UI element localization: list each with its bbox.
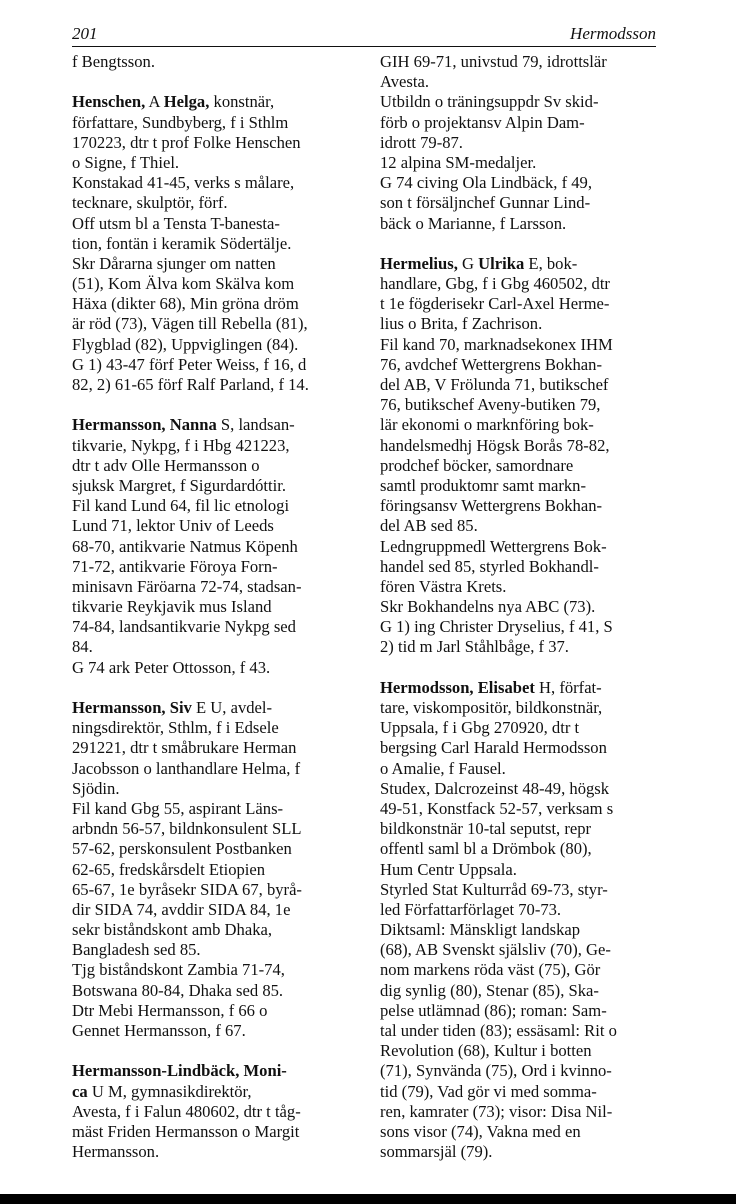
headword-name: Hermansson-Lindbäck, Moni-	[72, 1061, 287, 1081]
entry-line: ren, kamrater (73); visor: Disa Nil-	[380, 1101, 613, 1121]
entry-line: handelsmedhj Högsk Borås 78-82,	[380, 435, 610, 455]
entry-line: nom markens röda väst (75), Gör	[380, 960, 601, 980]
dictionary-entry	[72, 1061, 364, 1162]
continuation-line: GIH 69-71, univstud 79, idrottslär	[380, 52, 607, 71]
headword-name: Hermansson, Nanna	[72, 415, 217, 435]
entry-line: föringsansv Wettergrens Bokhan-	[380, 496, 603, 516]
entry-line: Botswana 80-84, Dhaka sed 85.	[72, 980, 284, 1000]
entry-line: Styrled Stat Kulturråd 69-73, styr-	[380, 879, 608, 899]
entry-line: offentl saml bl a Drömbok (80),	[380, 839, 592, 859]
continuation-line: idrott 79-87.	[380, 132, 463, 152]
entry-line: tecknare, skulptör, förf.	[72, 193, 228, 213]
entry-line: G 1) 43-47 förf Peter Weiss, f 16, d	[72, 354, 307, 374]
entry-line: pelse utlämnad (86); roman: Sam-	[380, 1000, 607, 1020]
entry-line: sons visor (74), Vakna med en	[380, 1121, 581, 1141]
dictionary-entry	[380, 678, 672, 1163]
entry-line: 76, avdchef Wettergrens Bokhan-	[380, 354, 602, 374]
entry-line: tal under tiden (83); essäsaml: Rit o	[380, 1021, 617, 1040]
entry-line: 49-51, Konstfack 52-57, verksam s	[380, 798, 614, 818]
entry-line: 76, butikschef Aveny-butiken 79,	[380, 395, 601, 415]
entry-line: Off utsm bl a Tensta T-banesta-	[72, 213, 280, 233]
headword-rest: konstnär,	[209, 92, 275, 112]
entry-line: Bangladesh sed 85.	[72, 940, 201, 960]
entry-line: Uppsala, f i Gbg 270920, dtr t	[380, 718, 580, 738]
entry-line: 65-67, 1e byråsekr SIDA 67, byrå-	[72, 879, 302, 899]
entry-line: Fil kand Gbg 55, aspirant Läns-	[72, 798, 284, 818]
running-head: Hermodsson	[570, 24, 656, 43]
entry-line: dtr t adv Olle Hermansson o	[72, 455, 260, 475]
headword-rest: G	[457, 253, 479, 273]
headword-line	[72, 1082, 364, 1102]
headword-rest: S, landsan-	[216, 415, 295, 435]
entry-line: bildkonstnär 10-tal seputst, repr	[380, 819, 592, 839]
headword-line	[380, 678, 672, 698]
continuation-line: f Bengtsson.	[72, 52, 155, 71]
entry-gap	[72, 395, 364, 415]
page-number: 201	[72, 24, 98, 43]
entry-line: sekr biståndskont amb Dhaka,	[72, 920, 273, 940]
headword-line	[380, 254, 672, 274]
entry-line: tikvarie, Nykpg, f i Hbg 421223,	[72, 435, 290, 455]
continuation-line: förb o projektansv Alpin Dam-	[380, 112, 585, 132]
headword-name: ca	[72, 1081, 88, 1101]
headword-name: Ulrika	[478, 253, 525, 273]
entry-line: Skr Dårarna sjunger om natten	[72, 253, 276, 273]
entry-line: Lund 71, lektor Univ of Leeds	[72, 516, 274, 536]
continuation-line: Avesta.	[380, 72, 429, 92]
headword-line	[72, 92, 364, 112]
entry-line: Gennet Hermansson, f 67.	[72, 1021, 246, 1040]
page-header	[72, 20, 656, 47]
entry-line: del AB sed 85.	[380, 516, 478, 536]
entry-line: 68-70, antikvarie Natmus Köpenh	[72, 536, 298, 556]
headword-rest: A	[145, 92, 164, 112]
headword-name: Hermansson, Siv	[72, 698, 192, 717]
entry-line: tare, viskompositör, bildkonstnär,	[380, 698, 603, 717]
entry-line: minisavn Färöarna 72-74, stadsan-	[72, 576, 302, 596]
entry-line: Häxa (dikter 68), Min gröna dröm	[72, 294, 299, 314]
entry-line: G 74 ark Peter Ottosson, f 43.	[72, 657, 271, 677]
entry-line: 82, 2) 61-65 förf Ralf Parland, f 14.	[72, 375, 309, 394]
entry-line: Avesta, f i Falun 480602, dtr t tåg-	[72, 1101, 301, 1121]
entry-line: prodchef böcker, samordnare	[380, 455, 574, 475]
entry-line: arbndn 56-57, bildnkonsulent SLL	[72, 819, 302, 839]
headword-rest: H, förfat-	[534, 677, 602, 697]
entry-line: Fil kand 70, marknadsekonex IHM	[380, 334, 613, 354]
headword-rest: U M, gymnasikdirektör,	[87, 1081, 252, 1101]
entry-line: Revolution (68), Kultur i botten	[380, 1041, 592, 1061]
entry-line: Diktsaml: Mänskligt landskap	[380, 920, 581, 940]
entry-line: sommarsjäl (79).	[380, 1142, 493, 1162]
entry-line: Hermansson.	[72, 1142, 160, 1162]
dictionary-entry	[72, 698, 364, 1041]
entry-line: t 1e fögderisekr Carl-Axel Herme-	[380, 294, 610, 314]
entry-line: o Amalie, f Fausel.	[380, 758, 506, 778]
entry-line: lius o Brita, f Zachrison.	[380, 314, 543, 334]
entry-line: lär ekonomi o marknföring bok-	[380, 415, 594, 435]
entry-line: Hum Centr Uppsala.	[380, 859, 517, 879]
entry-line: 170223, dtr t prof Folke Henschen	[72, 132, 301, 152]
continuation-line: Utbildn o träningsuppdr Sv skid-	[380, 92, 599, 112]
entry-line: Skr Bokhandelns nya ABC (73).	[380, 597, 596, 617]
entry-line: Fil kand Lund 64, fil lic etnologi	[72, 496, 290, 516]
entry-line: mäst Friden Hermansson o Margit	[72, 1121, 300, 1141]
left-column	[72, 52, 364, 1162]
entry-line: 2) tid m Jarl Ståhlbåge, f 37.	[380, 637, 569, 657]
headword-name: Henschen,	[72, 92, 146, 112]
entry-line: handel sed 85, styrled Bokhandl-	[380, 556, 599, 576]
continuation-line: son t försäljnchef Gunnar Lind-	[380, 193, 591, 213]
entry-line: Tjg biståndskont Zambia 71-74,	[72, 960, 285, 980]
headword-rest: E, bok-	[524, 253, 578, 273]
entry-line: (68), AB Svenskt själsliv (70), Ge-	[380, 940, 611, 960]
entry-line: sjuksk Margret, f Sigurdardóttir.	[72, 475, 287, 495]
bottom-edge-bar	[0, 1194, 736, 1204]
entry-line: 84.	[72, 637, 93, 657]
continuation-line: G 74 civing Ola Lindbäck, f 49,	[380, 173, 592, 193]
entry-line: tid (79), Vad gör vi med somma-	[380, 1081, 597, 1101]
entry-gap	[72, 72, 364, 92]
headword-line	[72, 1061, 364, 1081]
entry-line: (51), Kom Älva kom Skälva kom	[72, 274, 295, 294]
entry-line: Ledngruppmedl Wettergrens Bok-	[380, 536, 607, 556]
headword-line	[72, 415, 364, 435]
entry-gap	[380, 658, 672, 678]
entry-line: Jacobsson o lanthandlare Helma, f	[72, 758, 301, 778]
headword-line	[72, 698, 364, 718]
entry-line: författare, Sundbyberg, f i Sthlm	[72, 112, 289, 132]
headword-rest: E U, avdel-	[191, 698, 273, 717]
entry-line: fören Västra Krets.	[380, 576, 507, 596]
right-column	[380, 52, 672, 1162]
entry-line: Flygblad (82), Uppviglingen (84).	[72, 334, 299, 354]
continuation-line: bäck o Marianne, f Larsson.	[380, 213, 567, 233]
entry-line: tikvarie Reykjavik mus Island	[72, 597, 272, 617]
entry-line: bergsing Carl Harald Hermodsson	[380, 738, 607, 758]
entry-line: tion, fontän i keramik Södertälje.	[72, 233, 292, 253]
entry-gap	[380, 234, 672, 254]
entry-line: Dtr Mebi Hermansson, f 66 o	[72, 1000, 268, 1020]
dictionary-entry	[72, 92, 364, 395]
dictionary-entry	[72, 415, 364, 677]
continuation-line: 12 alpina SM-medaljer.	[380, 152, 537, 172]
headword-name: Hermodsson, Elisabet	[380, 677, 535, 697]
entry-gap	[72, 678, 364, 698]
headword-name: Hermelius,	[380, 253, 458, 273]
entry-line: 291221, dtr t småbrukare Herman	[72, 738, 297, 758]
entry-line: samtl produktomr samt markn-	[380, 475, 587, 495]
entry-line: dig synlig (80), Stenar (85), Ska-	[380, 980, 599, 1000]
entry-line: Studex, Dalcrozeinst 48-49, högsk	[380, 778, 610, 798]
entry-line: 74-84, landsantikvarie Nykpg sed	[72, 617, 296, 637]
entry-line: del AB, V Frölunda 71, butikschef	[380, 375, 609, 394]
entry-line: G 1) ing Christer Dryselius, f 41, S	[380, 617, 613, 637]
dictionary-entry	[380, 254, 672, 658]
entry-line: 71-72, antikvarie Föroya Forn-	[72, 556, 278, 576]
entry-line: Konstakad 41-45, verks s målare,	[72, 173, 295, 193]
entry-line: 62-65, fredskårsdelt Etiopien	[72, 859, 266, 879]
entry-line: ningsdirektör, Sthlm, f i Edsele	[72, 718, 279, 738]
headword-name: Helga,	[163, 92, 210, 112]
entry-line: Sjödin.	[72, 778, 120, 798]
entry-line: dir SIDA 74, avddir SIDA 84, 1e	[72, 899, 291, 919]
entry-line: handlare, Gbg, f i Gbg 460502, dtr	[380, 274, 610, 294]
entry-line: o Signe, f Thiel.	[72, 152, 180, 172]
entry-line: är röd (73), Vägen till Rebella (81),	[72, 314, 308, 334]
entry-gap	[72, 1041, 364, 1061]
entry-line: (71), Synvända (75), Ord i kvinno-	[380, 1061, 612, 1081]
entry-line: led Författarförlaget 70-73.	[380, 899, 562, 919]
entry-line: 57-62, perskonsulent Postbanken	[72, 839, 292, 859]
